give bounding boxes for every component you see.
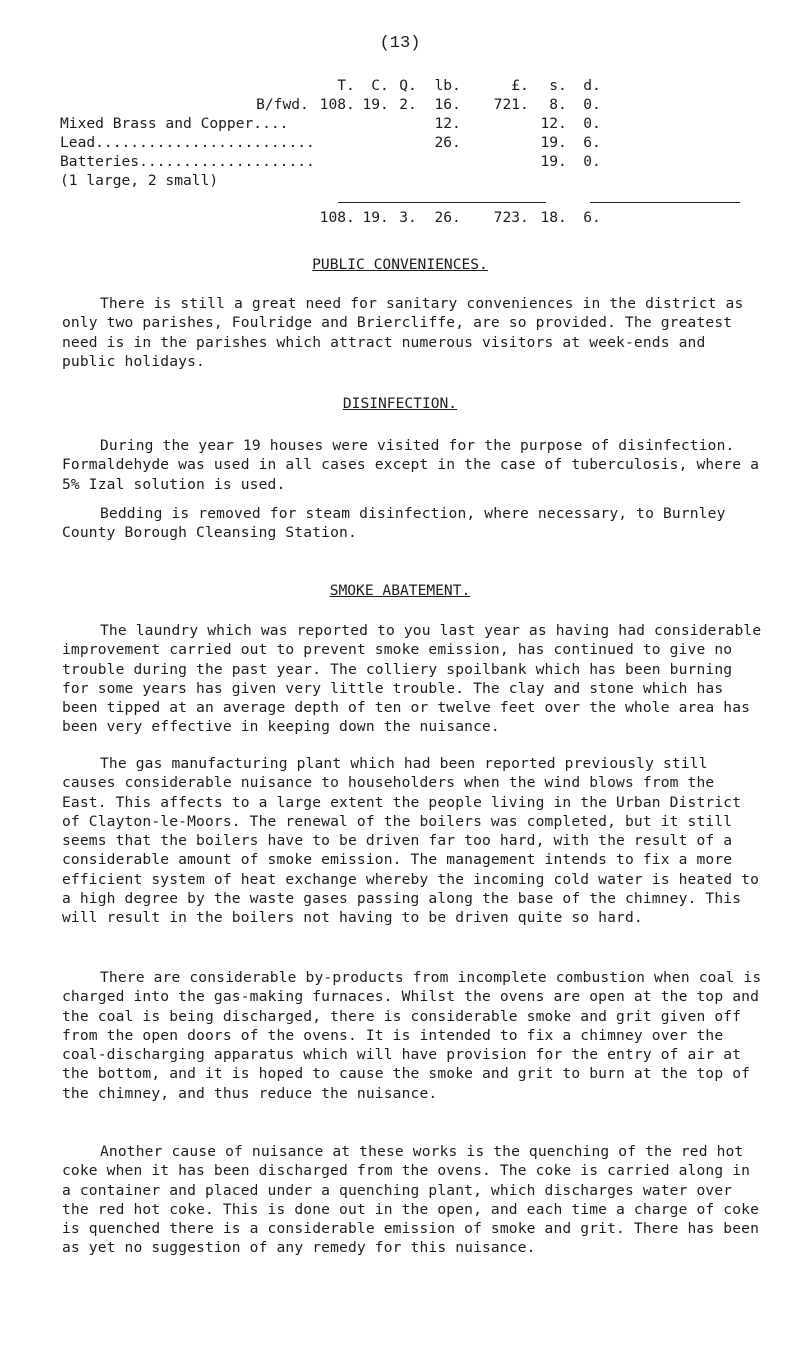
heading-public-conveniences: PUBLIC CONVENIENCES. — [312, 256, 488, 273]
row-label: Batteries.................... — [60, 153, 315, 170]
ledger-row: Batteries.................... 19. 0. — [60, 153, 601, 170]
ledger-row: B/fwd. 108. 19. 2. 16. 721. 8. 0. — [60, 95, 601, 114]
ledger-header-row — [60, 76, 601, 95]
paragraph-smoke-2: The gas manufacturing plant which had been reported previously still causes considerable nuisance to householders when the wind blows from the East. This affects to a large extent the people living in the Urban District of Clayton-le-Moors. The renewal of the boilers was completed, but it still seems that the boilers have to be driven far too hard, with the result of a considerable amount of smoke emission. The management intends to fix a more efficient system of heat exchange whereby the incoming cold water is heated to a high degree by the waste gases passing along the base of the chimney. This will result in the boilers not having to be driven quite so hard. — [62, 755, 760, 927]
scrap-sales-ledger — [60, 76, 601, 227]
total-pounds-sterling: 723. — [493, 209, 529, 226]
total-pence: 6. — [583, 209, 601, 226]
page-number: (13) — [379, 34, 421, 53]
row-label: Mixed Brass and Copper.... — [60, 115, 289, 132]
subtotal-rule-weight — [338, 202, 546, 203]
paragraph-smoke-1: The laundry which was reported to you last year as having had considerable improvement carried out to prevent smoke emission, has continued to give no trouble during the past year. The colliery spoilbank which has been burning for some years has given very little trouble. The clay and stone which has been tipped at an average depth of ten or twelve feet over the whole area has been very effective in keeping down the nuisance. — [62, 622, 762, 736]
paragraph-disinfection-1: During the year 19 houses were visited for the purpose of disinfection. Formaldehyde was used in all cases except in the case of tuberculosis, where a 5% Izal solution is used. — [62, 437, 760, 493]
row-label: B/fwd. — [256, 96, 309, 113]
ledger-row — [60, 171, 601, 190]
header-shillings: s. — [549, 77, 567, 94]
row-label: (1 large, 2 small) — [60, 172, 219, 189]
header-pounds-sterling: £. — [511, 77, 529, 94]
header-pounds-weight: lb. — [434, 77, 461, 94]
header-tons: T. — [337, 77, 355, 94]
subtotal-rule-money — [590, 202, 740, 203]
ledger-row: Mixed Brass and Copper.... 12. 12. 0. — [60, 115, 601, 132]
heading-smoke-abatement: SMOKE ABATEMENT. — [329, 582, 471, 599]
heading-disinfection: DISINFECTION. — [342, 395, 458, 412]
total-shillings: 18. — [540, 209, 567, 226]
header-cwt: C. — [371, 77, 389, 94]
row-label: Lead......................... — [60, 134, 315, 151]
header-pence: d. — [583, 77, 601, 94]
paragraph-disinfection-2: Bedding is removed for steam disinfection, where necessary, to Burnley County Borough Cleansing Station. — [62, 505, 726, 542]
total-tons: 108. — [319, 209, 355, 226]
ledger-row: Lead......................... 26. 19. 6. — [60, 134, 601, 151]
ledger-total-row — [60, 190, 601, 227]
paragraph-smoke-3: There are considerable by-products from incomplete combustion when coal is charged into the gas-making furnaces. Whilst the ovens are open at the top and the coal is being discharged, there is considerable smoke and grit given off from the open doors of the ovens. It is intended to fix a chimney over the coal-discharging apparatus which will have provision for the entry of air at the bottom, and it is hoped to cause the smoke and grit to burn at the top of the chimney, and thus reduce the nuisance. — [62, 969, 762, 1102]
total-quarters: 3. — [399, 209, 417, 226]
header-quarters: Q. — [399, 77, 417, 94]
paragraph-smoke-4: Another cause of nuisance at these works is the quenching of the red hot coke when it has been discharged from the ovens. The coke is carried along in a container and placed under a quenching plant, which discharges water over the red hot coke. This is done out in the open, and each time a charge of coke is quenched there is a considerable emission of smoke and grit. There has been as yet no suggestion of any remedy for this nuisance. — [62, 1143, 760, 1257]
total-pounds-weight: 26. — [434, 209, 461, 226]
paragraph-public-conveniences: There is still a great need for sanitary conveniences in the district as only two parishes, Foulridge and Briercliffe, are so provided. The greatest need is in the parishes which attract numerous visitors at week-ends and public holidays. — [62, 295, 744, 370]
total-cwt: 19. — [362, 209, 389, 226]
